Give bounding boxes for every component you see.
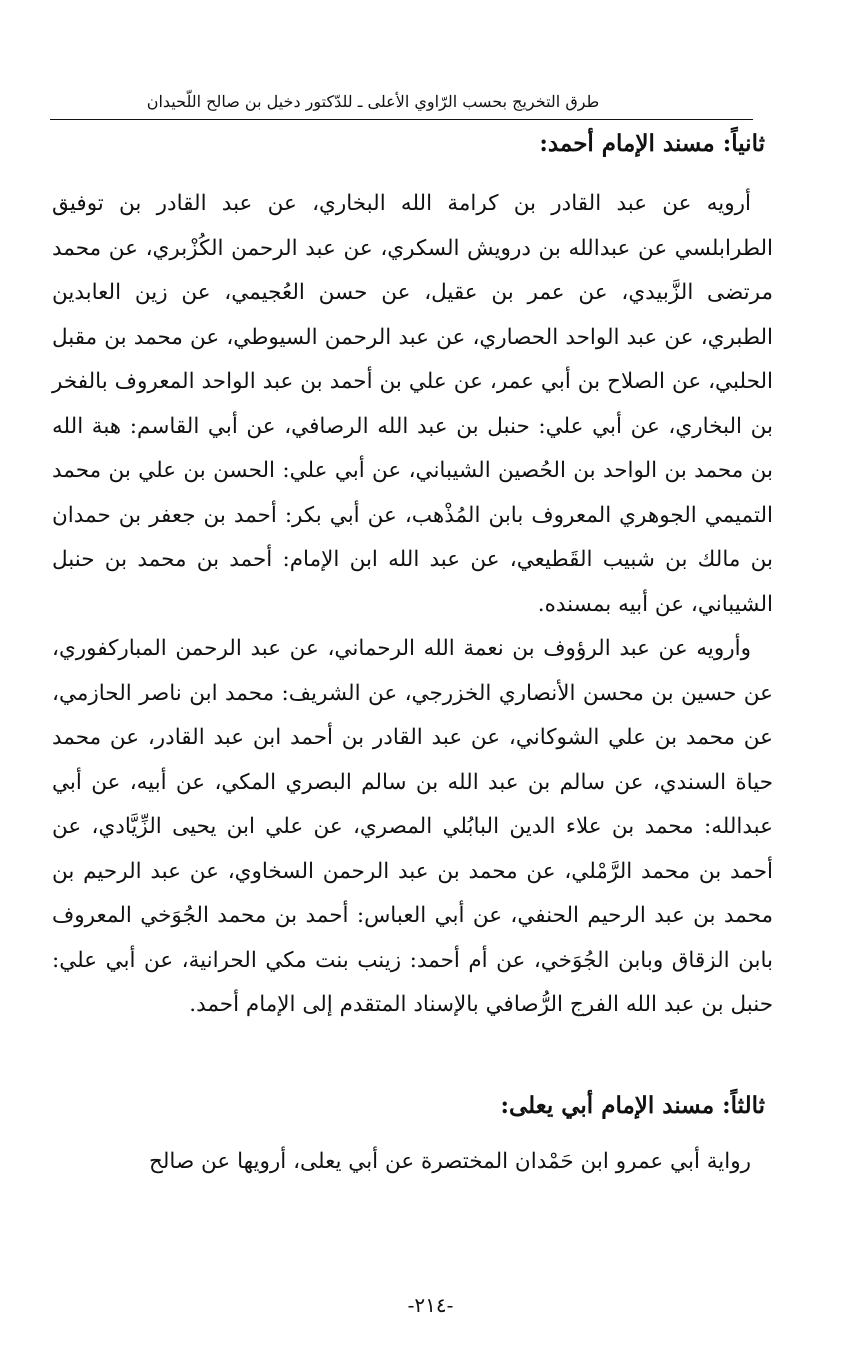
header-rule bbox=[50, 119, 753, 120]
paragraph-abi-yala-riwaya: رواية أبي عمرو ابن حَمْدان المختصرة عن أبي يعلى، أرويها عن صالح bbox=[148, 1148, 751, 1174]
paragraph-first-chain: أرويه عن عبد القادر بن كرامة الله البخاري، عن عبد القادر بن توفيق الطرابلسي عن عبدالله بن درويش السكري، عن عبد الرحمن الكُزْبري، عن محمد مرتضى الزَّبيدي، عن عمر بن عقيل، عن حسن العُجيمي، عن زين العابدين الطبري، عن عبد الواحد الحصاري، عن عبد الرحمن السيوطي، عن محمد بن مقبل الحلبي، عن الصلاح بن أبي عمر، عن علي بن أحمد بن عبد الواحد المعروف بالفخر بن البخاري، عن أبي علي: حنبل بن عبد الله الرصافي، عن أبي القاسم: هبة الله بن محمد بن الواحد بن الحُصين الشيباني، عن أبي علي: الحسن بن علي بن محمد التميمي الجوهري المعروف بابن المُذْهب، عن أبي بكر: أحمد بن جعفر بن حمدان بن مالك بن شبيب القَطيعي، عن عبد الله ابن الإمام: أحمد بن محمد بن حنبل الشيباني، عن أبيه بمسنده. bbox=[52, 191, 773, 617]
section-heading-musnad-abi-yala: ثالثاً: مسند الإمام أبي يعلى: bbox=[500, 1091, 765, 1119]
section-heading-musnad-ahmad: ثانياً: مسند الإمام أحمد: bbox=[539, 130, 765, 157]
running-header: طرق التخريج بحسب الرّاوي الأعلى ـ للدّكتور دخيل بن صالح اللّحيدان bbox=[146, 92, 600, 111]
paragraph-second-chain: وأرويه عن عبد الرؤوف بن نعمة الله الرحماني، عن عبد الرحمن المباركفوري، عن حسين بن محسن الأنصاري الخزرجي، عن الشريف: محمد ابن ناصر الحازمي، عن محمد بن علي الشوكاني، عن عبد القادر بن أحمد ابن عبد القادر، عن محمد حياة السندي، عن سالم بن عبد الله بن سالم البصري المكي، عن أبيه، عن أبي عبدالله: محمد بن علاء الدين البابُلي المصري، عن علي ابن يحيى الزِّيَّادي، عن أحمد بن محمد الرَّمْلي، عن محمد بن عبد الرحمن السخاوي، عن عبد الرحيم بن محمد بن عبد الرحيم الحنفي، عن أبي العباس: أحمد بن محمد الجُوَخي المعروف بابن الزقاق وبابن الجُوَخي، عن أم أحمد: زينب بنت مكي الحرانية، عن أبي علي: حنبل بن عبد الله الفرج الرُّصافي بالإسناد المتقدم إلى الإمام أحمد. bbox=[52, 636, 773, 1017]
page-number: -٢١٤- bbox=[407, 1293, 454, 1317]
page-body bbox=[52, 124, 773, 1184]
